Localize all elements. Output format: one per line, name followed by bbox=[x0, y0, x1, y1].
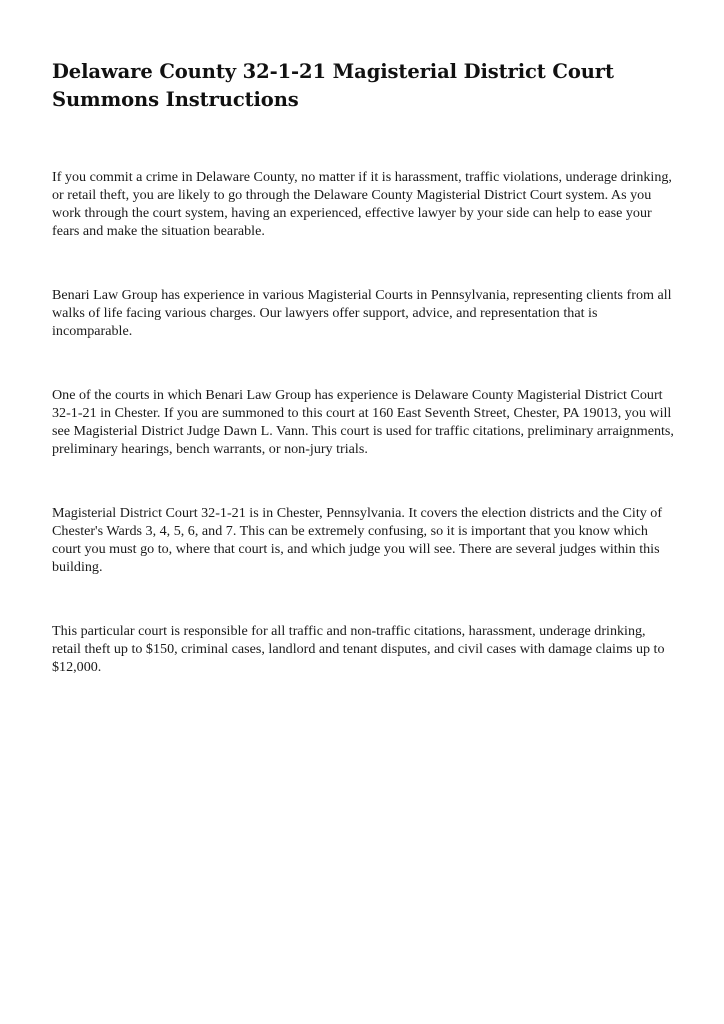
document-title: Delaware County 32-1-21 Magisterial District Court Summons Instructions bbox=[52, 60, 614, 111]
paragraph-court-location: One of the courts in which Benari Law Group has experience is Delaware County Magisterial District Court 32-1-21 in Chester. If you are summoned to this court at 160 East Seventh Street, Chester, PA 19013, you will see Magisterial District Judge Dawn L. Vann. This court is used for traffic citations, preliminary arraignments, preliminary hearings, bench warrants, or non-jury trials. bbox=[52, 387, 674, 457]
paragraph-court-responsibilities: This particular court is responsible for all traffic and non-traffic citations, harassment, underage drinking, retail theft up to $150, criminal cases, landlord and tenant disputes, and civil cases with damage claims up to $12,000. bbox=[52, 623, 665, 675]
paragraph-court-coverage: Magisterial District Court 32-1-21 is in Chester, Pennsylvania. It covers the election districts and the City of Chester's Wards 3, 4, 5, 6, and 7. This can be extremely confusing, so it is important that you know which court you must go to, where that court is, and which judge you will see. There are several judges within this building. bbox=[52, 505, 663, 575]
document-page bbox=[52, 58, 676, 676]
paragraph-intro: If you commit a crime in Delaware County, no matter if it is harassment, traffic violations, underage drinking, or retail theft, you are likely to go through the Delaware County Magisterial District Court system. As you work through the court system, having an experienced, effective lawyer by your side can help to ease your fears and make the situation bearable. bbox=[52, 169, 672, 239]
paragraph-firm-experience: Benari Law Group has experience in various Magisterial Courts in Pennsylvania, representing clients from all walks of life facing various charges. Our lawyers offer support, advice, and representation that is incomparable. bbox=[52, 287, 672, 339]
